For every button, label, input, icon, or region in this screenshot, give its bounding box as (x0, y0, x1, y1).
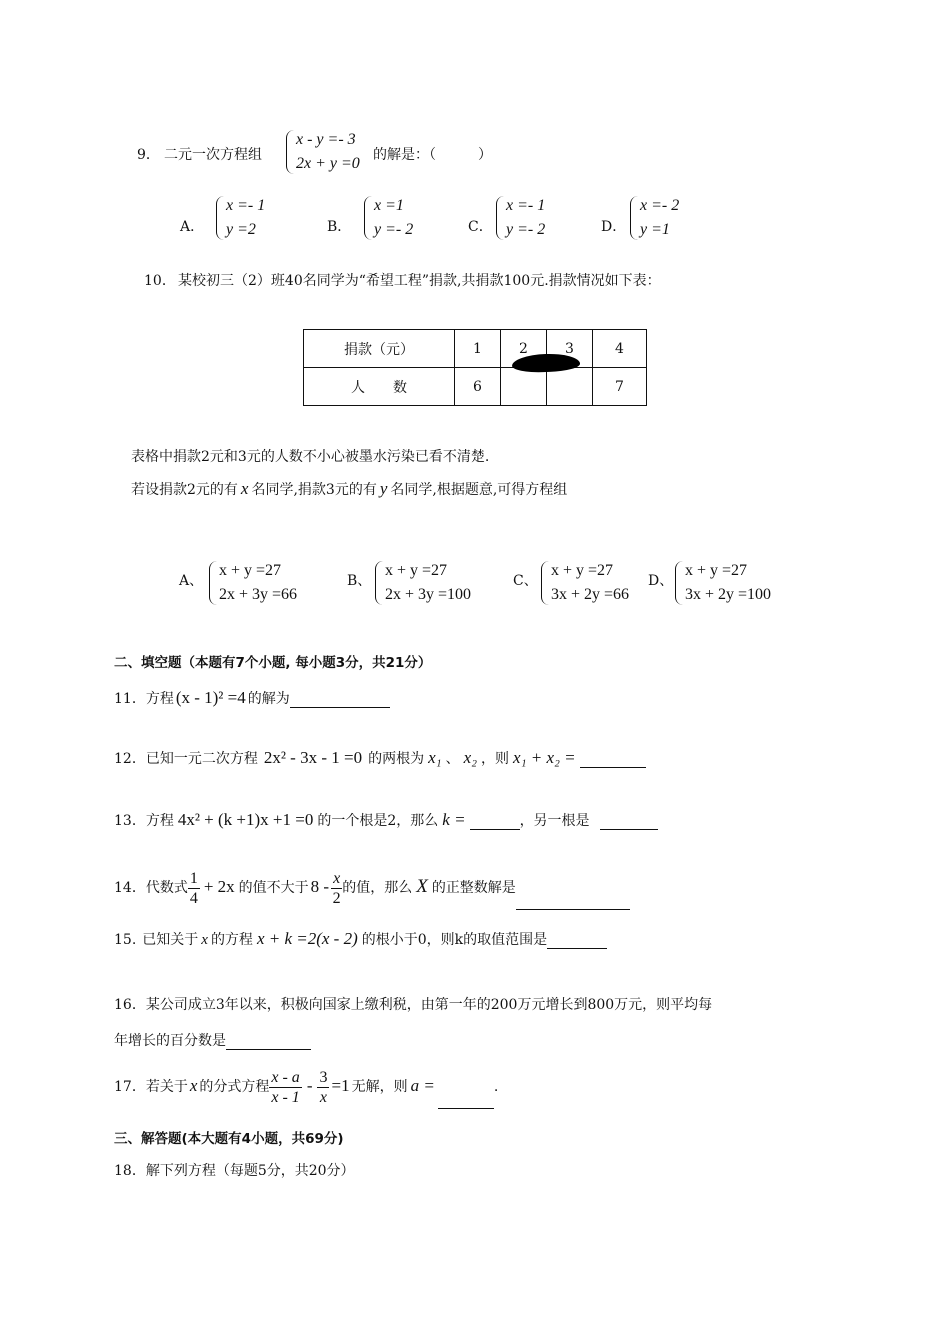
q18 (114, 1160, 355, 1180)
table-cell: 捐款（元） (304, 330, 455, 368)
q14-fraction-1 (188, 869, 200, 908)
q12-text-2: 的两根为 (368, 751, 425, 767)
q13-text-2: 的一个根是2，那么 (317, 813, 439, 829)
q12-root2: x₂ (463, 748, 478, 767)
q18-text: 解下列方程（每题5分，共20分） (145, 1163, 355, 1179)
q14-text-2: 的值不大于 (238, 880, 309, 896)
q9-stem-tail: 的解是：（ ） (373, 147, 492, 163)
q9-option-b-label: B． (327, 219, 352, 235)
q12-text-3: ，则 (481, 751, 510, 767)
table-cell: 6 (455, 368, 501, 406)
q9-option-c-row1: x =- 1 (506, 197, 546, 214)
table-cell: 4 (593, 330, 647, 368)
q10-note2-part1: 若设捐款2元的有 (131, 482, 238, 498)
q14-text-4: 的正整数解是 (431, 880, 516, 896)
section-3-heading: 三、解答题(本大题有4小题，共69分) (114, 1131, 344, 1147)
q10-option-c-row2: 3x + 2y =66 (551, 586, 630, 603)
q9-option-b-row2: y =- 2 (374, 221, 414, 238)
q12-text: 已知一元二次方程 (145, 751, 258, 767)
q10-option-c-label: C、 (513, 573, 538, 589)
q9-option-c-label: C． (468, 219, 493, 235)
q10-option-d-row2: 3x + 2y =100 (685, 586, 772, 603)
q9-option-a-row1: x =- 1 (226, 197, 266, 214)
q9-option-c-row2: y =- 2 (506, 221, 546, 238)
q9-stem: 二元一次方程组 (164, 147, 262, 163)
q11-text: 方程 (145, 691, 174, 707)
q11-answer-blank[interactable] (290, 693, 390, 708)
table-cell: 人 数 (304, 368, 455, 406)
q14-text-3: 的值，那么 (342, 880, 413, 896)
q17-number: 17． (114, 1079, 146, 1095)
q12-root1: x₁ (428, 748, 442, 767)
q17-fraction-2 (317, 1068, 329, 1107)
q15-expr: x + k =2(x - 2) (256, 929, 358, 948)
q14-f1-numerator: 1 (189, 869, 198, 887)
q9-option-a-label: A． (180, 219, 205, 235)
q14-fraction-2 (331, 869, 342, 908)
q12-number: 12． (114, 751, 146, 767)
q15-text-3: 的根小于0，则k的取值范围是 (361, 932, 548, 948)
q16-line1 (114, 994, 712, 1014)
q17-text: 若关于 (145, 1079, 188, 1095)
q14-var: X (416, 876, 428, 897)
q9-system (286, 128, 360, 176)
q16-answer-blank[interactable] (226, 1035, 311, 1050)
q13-number: 13． (114, 813, 146, 829)
q17-eq: =1 (331, 1076, 350, 1095)
q9-option-d-label: D． (601, 219, 627, 235)
table-cell: 3 (547, 330, 593, 368)
table-cell: 2 (501, 330, 547, 368)
table-cell: 1 (455, 330, 501, 368)
q17 (114, 1064, 498, 1109)
q10-note2 (131, 479, 567, 499)
q10-option-a-row1: x + y =27 (219, 562, 282, 579)
q10-note2-part3: 名同学,根据题意,可得方程组 (390, 482, 568, 498)
q10-option-d-label: D、 (648, 573, 674, 589)
q17-expr2: a = (410, 1076, 435, 1095)
q9-option-d-row2: y =1 (640, 221, 670, 238)
q15-number: 15. (114, 932, 137, 948)
q16-text: 某公司成立3年以来，积极向国家上缴利税，由第一年的200万元增长到800万元，则平均每 (145, 997, 713, 1013)
q13-expr: 4x² + (k +1)x +1 =0 (177, 810, 314, 829)
q13-k-blank[interactable] (470, 815, 520, 830)
q17-f2-numerator: 3 (319, 1068, 328, 1086)
table-cell: 7 (593, 368, 647, 406)
q10-option-b-row1: x + y =27 (385, 562, 448, 579)
q17-var: x (189, 1076, 198, 1095)
q14-f2-denominator: 2 (332, 889, 341, 907)
q9-option-d (630, 194, 679, 242)
q17-text-3: 无解，则 (351, 1079, 408, 1095)
q14-text: 代数式 (145, 880, 188, 896)
q10-option-c-row1: x + y =27 (551, 562, 614, 579)
q9-option-a (216, 194, 265, 242)
q11-number: 11． (114, 691, 146, 707)
q17-fraction-1 (269, 1068, 301, 1107)
q17-f2-denominator: x (319, 1088, 328, 1106)
q13-text: 方程 (145, 813, 174, 829)
q9-option-b (364, 194, 413, 242)
q13 (114, 810, 658, 830)
q10-stem: 某校初三（2）班40名同学为“希望工程”捐款,共捐款100元.捐款情况如下表： (178, 273, 661, 289)
q15-text: 已知关于 (142, 932, 199, 948)
q10-option-d-row1: x + y =27 (685, 562, 748, 579)
q15 (114, 929, 607, 949)
q17-text-2: 的分式方程 (199, 1079, 270, 1095)
q10-note1: 表格中捐款2元和3元的人数不小心被墨水污染已看不清楚. (131, 449, 490, 465)
q10-option-a-label: A、 (179, 573, 204, 589)
q14-f2-numerator: x (333, 869, 341, 887)
q9-eq1: x - y =- 3 (296, 131, 356, 148)
q17-f1-numerator: x - a (271, 1068, 300, 1086)
q17-answer-blank[interactable] (438, 1094, 494, 1109)
table-cell (501, 368, 547, 406)
q14-number: 14． (114, 880, 146, 896)
q17-minus: - (306, 1076, 313, 1095)
q14-expr2: 8 - (310, 877, 330, 896)
q11-text-2: 的解为 (247, 691, 290, 707)
q16-text-2: 年增长的百分数是 (114, 1033, 226, 1049)
q11 (114, 688, 390, 708)
q14-f1-denominator: 4 (189, 889, 198, 907)
q15-answer-blank[interactable] (547, 934, 607, 949)
donation-table (303, 329, 647, 406)
q16-line2 (114, 1030, 311, 1050)
q9-option-d-row1: x =- 2 (640, 197, 680, 214)
q9-number: 9． (137, 147, 160, 163)
var-x: x (240, 479, 249, 498)
q10-number: 10． (144, 273, 176, 289)
q10-option-d (675, 559, 771, 607)
q10-note2-part2: 名同学,捐款3元的有 (251, 482, 377, 498)
q14-expr: + 2x (203, 877, 235, 896)
table-cell (547, 368, 593, 406)
q12 (114, 748, 646, 768)
q9-option-a-row2: y =2 (226, 221, 256, 238)
q14 (114, 865, 630, 910)
var-y: y (379, 479, 388, 498)
q10-option-b-label: B、 (347, 573, 372, 589)
q9-option-c (496, 194, 545, 242)
q9-option-b-row1: x =1 (374, 197, 404, 214)
table-row (304, 330, 647, 368)
q10-option-c (541, 559, 629, 607)
q10-option-a-row2: 2x + 3y =66 (219, 586, 298, 603)
q11-expr: (x - 1)² =4 (175, 688, 246, 707)
table-row (304, 368, 647, 406)
q18-number: 18． (114, 1163, 146, 1179)
q12-expr2: x₁ + x₂ = (513, 748, 576, 767)
q17-end: . (493, 1079, 499, 1095)
q15-var: x (201, 932, 208, 948)
q10-option-a (209, 559, 297, 607)
q14-answer-blank[interactable] (516, 895, 630, 910)
q13-expr2: k = (442, 810, 466, 829)
q17-f1-denominator: x - 1 (271, 1088, 300, 1106)
q13-text-3: ，另一根是 (519, 813, 590, 829)
q10-option-b-row2: 2x + 3y =100 (385, 586, 472, 603)
q16-number: 16． (114, 997, 146, 1013)
q12-expr: 2x² - 3x - 1 =0 (263, 748, 363, 767)
q12-sep: 、 (445, 751, 460, 767)
q10-option-b (375, 559, 471, 607)
q12-answer-blank[interactable] (580, 753, 646, 768)
q15-text-2: 的方程 (210, 932, 253, 948)
q13-root-blank[interactable] (600, 815, 658, 830)
q9-eq2: 2x + y =0 (296, 155, 360, 172)
section-2-heading: 二、填空题（本题有7个小题, 每小题3分，共21分） (114, 655, 432, 671)
